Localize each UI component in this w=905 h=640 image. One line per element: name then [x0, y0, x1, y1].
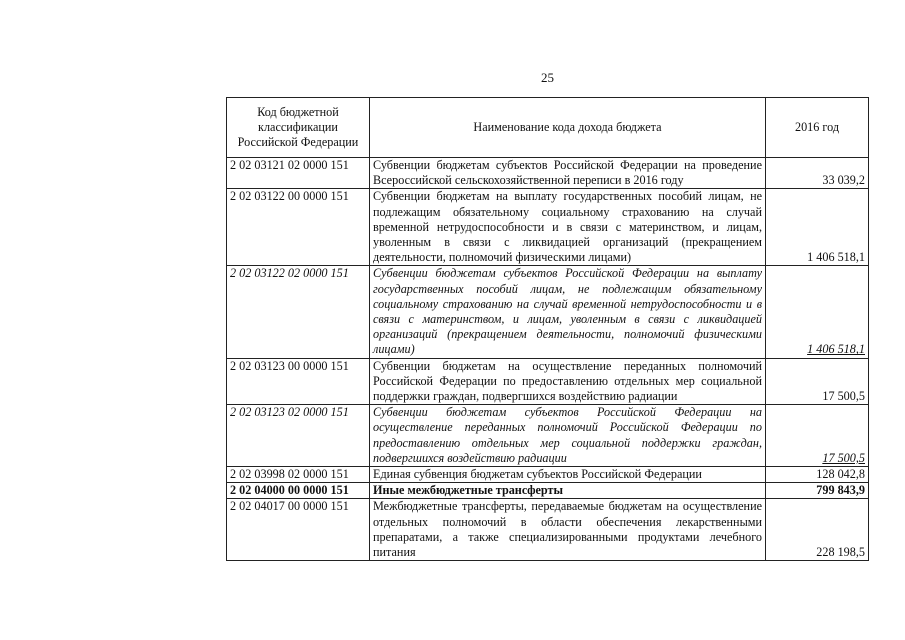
header-name: Наименование кода дохода бюджета: [370, 98, 766, 158]
row-code: 2 02 03122 00 0000 151: [227, 189, 370, 266]
row-name: Субвенции бюджетам на выплату государственных пособий лицам, не подлежащим обязательному социальному страхованию на случай временной нетрудоспособности и в связи с материнством, и лицам, уволенным в связи с ликвидацией организаций (прекращением деятельности, полномочий физическими лицами): [370, 189, 766, 266]
row-code: 2 02 04000 00 0000 151: [227, 483, 370, 499]
row-name: Субвенции бюджетам на осуществление переданных полномочий Российской Федерации по предоставлению отдельных мер социальной поддержки граждан, подвергшихся воздействию радиации: [370, 358, 766, 405]
row-code: 2 02 03123 00 0000 151: [227, 358, 370, 405]
table-row: [227, 358, 869, 405]
row-code: 2 02 03998 02 0000 151: [227, 467, 370, 483]
row-name: Единая субвенция бюджетам субъектов Российской Федерации: [370, 467, 766, 483]
row-code: 2 02 04017 00 0000 151: [227, 499, 370, 561]
row-code: 2 02 03122 02 0000 151: [227, 266, 370, 358]
row-amount: 33 039,2: [766, 158, 869, 189]
table-row: [227, 158, 869, 189]
header-year: 2016 год: [766, 98, 869, 158]
row-name: Субвенции бюджетам субъектов Российской Федерации на проведение Всероссийской сельскохозяйственной переписи в 2016 году: [370, 158, 766, 189]
table-header-row: [227, 98, 869, 158]
row-amount: 1 406 518,1: [766, 189, 869, 266]
row-amount: 1 406 518,1: [766, 266, 869, 358]
header-code: Код бюджетной классификации Российской Федерации: [227, 98, 370, 158]
row-amount: 17 500,5: [766, 405, 869, 467]
row-name: Субвенции бюджетам субъектов Российской Федерации на выплату государственных пособий лицам, не подлежащим обязательному социальному страхованию на случай временной нетрудоспособности и в связи с материнством, и лицам, уволенным в связи с ликвидацией организаций (прекращением деятельности, полномочий физическими лицами): [370, 266, 766, 358]
row-amount: 17 500,5: [766, 358, 869, 405]
row-code: 2 02 03121 02 0000 151: [227, 158, 370, 189]
table-row: [227, 405, 869, 467]
row-name: Иные межбюджетные трансферты: [370, 483, 766, 499]
row-name: Субвенции бюджетам субъектов Российской Федерации на осуществление переданных полномочий Российской Федерации по предоставлению отдельных мер социальной поддержки граждан, подвергшихся воздействию радиации: [370, 405, 766, 467]
table-row: [227, 189, 869, 266]
row-name: Межбюджетные трансферты, передаваемые бюджетам на осуществление отдельных полномочий в области обеспечения лекарственными препаратами, а также специализированными продуктами лечебного питания: [370, 499, 766, 561]
budget-revenue-table: [226, 97, 869, 561]
row-code: 2 02 03123 02 0000 151: [227, 405, 370, 467]
row-amount: 228 198,5: [766, 499, 869, 561]
table-row: [227, 499, 869, 561]
table-row: [227, 266, 869, 358]
row-amount: 799 843,9: [766, 483, 869, 499]
row-amount: 128 042,8: [766, 467, 869, 483]
table-row: [227, 483, 869, 499]
table-row: [227, 467, 869, 483]
page-number: 25: [541, 70, 554, 85]
